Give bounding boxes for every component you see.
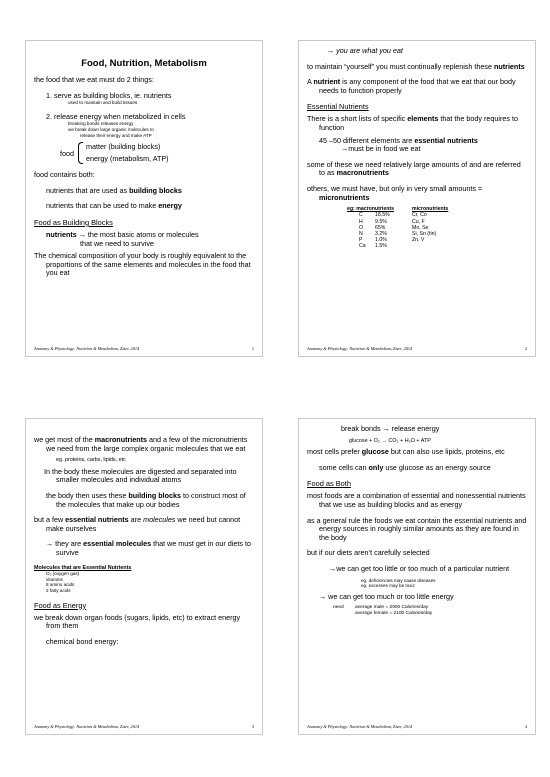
short-list-text: There is a short lists of specific elements that the body requires to function (307, 114, 518, 132)
molecules-heading: Molecules that are Essential Nutrients (34, 564, 132, 571)
micro-row: Cr, Co (412, 212, 427, 219)
section-heading: Food as Both (307, 479, 351, 489)
page-number: 1 (251, 346, 254, 351)
slide-4 (298, 418, 536, 735)
element-percent: 65% (375, 224, 386, 231)
intro-text: the food that we eat must do 2 things: (34, 75, 154, 84)
energy-too-text: → we can get too much or too little energy (319, 591, 454, 601)
macro-column (347, 206, 394, 249)
slide-footer: Anatomy & Physiology: Nutrition & Metabolism, Ziser, 2014 3 (34, 724, 254, 729)
chemical-bond-text: chemical bond energy: (46, 636, 119, 646)
nutrients-definition: nutrients → the most basic atoms or molecules (46, 229, 199, 239)
section-heading: Essential Nutrients (307, 102, 369, 112)
list-subitem: release their energy and make ATP (80, 132, 152, 138)
list-item: 2. release energy when metabolized in cells (46, 111, 186, 121)
micro-row: Cu, F (412, 218, 425, 225)
you-are-what-you-eat: → you are what you eat (327, 46, 403, 55)
list-item: 8 amino acids (46, 582, 75, 588)
list-item: 1. serve as building blocks, ie. nutrients (46, 90, 172, 100)
micro-row: Mo, Se (412, 224, 429, 231)
slide-1 (25, 40, 263, 357)
page-number: 4 (524, 724, 527, 729)
list-item: O₂ (oxygen gas) (46, 571, 80, 577)
list-item: vitamins (46, 576, 63, 582)
micro-header: micronutrients (412, 206, 449, 213)
page-number: 3 (251, 724, 254, 729)
list-subitem: we break down large organic molecules to (68, 126, 154, 132)
example-excess: eg. excesses may be toxic (361, 583, 415, 589)
energy-line: energy (metabolism, ATP) (86, 154, 169, 164)
nutrients-definition-2: that we need to survive (80, 238, 154, 248)
building-blocks-line: nutrients that are used as building blocks (46, 185, 182, 195)
example-deficiency: eg. deficiencies may cause diseases (361, 577, 436, 583)
list-subitem: used to maintain and build tissues (68, 100, 138, 106)
food-label: food (60, 148, 74, 158)
energy-nutrients-line: nutrients that can be used to make energy (46, 201, 182, 211)
break-bonds-text: break bonds → release energy (341, 424, 440, 433)
digested-text: In the body these molecules are digested and separated into smaller molecules and individual atoms (44, 466, 237, 485)
slide-3 (25, 418, 263, 735)
need-label: need (333, 605, 344, 611)
slide-title: Food, Nutrition, Metabolism (81, 58, 207, 69)
slide-2 (298, 40, 536, 357)
macro-source-text: we get most of the macronutrients and a few of the micronutrients we need from the large complex organic molecules that we eat (34, 435, 248, 453)
brace-shape (78, 142, 83, 164)
micro-row: Si, Sn (tin) (412, 230, 437, 237)
micronutrients-text: others, we must have, but only in very small amounts = micronutrients (307, 183, 483, 202)
nutrient-table (347, 206, 527, 249)
equation-text: glucose + O₂ → CO₂ + H₂O + ATP (349, 437, 431, 444)
building-blocks-text: the body then uses these building blocks to construct most of the molecules that make up our bodies (46, 490, 246, 509)
chemical-text: The chemical composition of your body is roughly equivalent to the proportions of the same elements and molecules in the food that you eat (34, 251, 251, 278)
general-rule-text: as a general rule the foods we eat contain the essential nutrients and energy sources in roughly similar amounts as they are found in the body (307, 515, 527, 542)
macro-header: eg: macronutrients (347, 206, 394, 213)
element-symbol: Ca (359, 243, 366, 250)
element-symbol: P (359, 237, 363, 244)
food-brace-block (34, 142, 254, 164)
need-table (333, 605, 527, 617)
breakdown-text: we break down organ foods (sugars, lipids, etc) to extract energy from them (34, 612, 241, 631)
essential-molecules-text: but a few essential nutrients are molecules we need but cannot make ourselves (34, 515, 241, 533)
slide-footer: Anatomy & Physiology: Nutrition & Metabolism, Ziser, 2014 1 (34, 346, 254, 351)
element-symbol: O (359, 224, 364, 231)
micro-row: Zn, V (412, 237, 425, 244)
element-symbol: N (359, 230, 363, 237)
element-percent: 18.5% (375, 212, 390, 219)
section-heading: Food as Building Blocks (34, 217, 113, 227)
element-percent: 3.2% (375, 230, 387, 237)
page-number: 2 (524, 346, 527, 351)
most-foods-text: most foods are a combination of essential and nonessential nutrients that we use as building blocks and as energy (307, 491, 526, 509)
element-percent: 1.0% (375, 237, 387, 244)
micro-column (412, 206, 448, 249)
macronutrients-text: some of these we need relatively large amounts of and are referred to as macronutrients (307, 159, 521, 178)
essential-count-text: 45 –50 different elements are essential nutrients (319, 135, 478, 145)
too-little-text: →we can get too little or too much of a particular nutrient (329, 563, 510, 573)
glucose-text: most cells prefer glucose but can also use lipids, proteins, etc (307, 447, 505, 457)
essential-diet-text: → they are essential molecules that we must get in our diets to survive (46, 539, 251, 557)
must-be-text: →must be in food we eat (341, 144, 421, 154)
need-female: average female = 2100 Calories/day (355, 611, 433, 617)
list-item: 2 fatty acids (46, 587, 71, 593)
only-glucose-text: some cells can only use glucose as an energy source (319, 462, 491, 472)
section-heading: Food as Energy (34, 600, 87, 610)
nutrient-definition: A nutrient is any component of the food that we eat that our body needs to function properly (307, 77, 516, 95)
element-symbol: C (359, 212, 363, 219)
element-percent: 9.5% (375, 218, 387, 225)
maintain-text: to maintain “yourself” you must continually replenish these nutrients (307, 61, 525, 71)
slide-footer: Anatomy & Physiology: Nutrition & Metabolism, Ziser, 2014 4 (307, 724, 527, 729)
element-symbol: H (359, 218, 363, 225)
list-subitem: breaking bonds releases energy (68, 121, 134, 127)
need-male: average male = 2900 Calories/day (355, 605, 429, 611)
contains-text: food contains both: (34, 170, 95, 180)
element-percent: 1.5% (375, 243, 387, 250)
but-if-text: but if our diets aren’t carefully selected (307, 548, 430, 558)
example-text: eg. proteins, carbs, lipids, etc (56, 457, 126, 464)
slide-footer: Anatomy & Physiology: Nutrition & Metabolism, Ziser, 2014 2 (307, 346, 527, 351)
matter-line: matter (building blocks) (86, 141, 161, 151)
macro-row (347, 243, 394, 249)
